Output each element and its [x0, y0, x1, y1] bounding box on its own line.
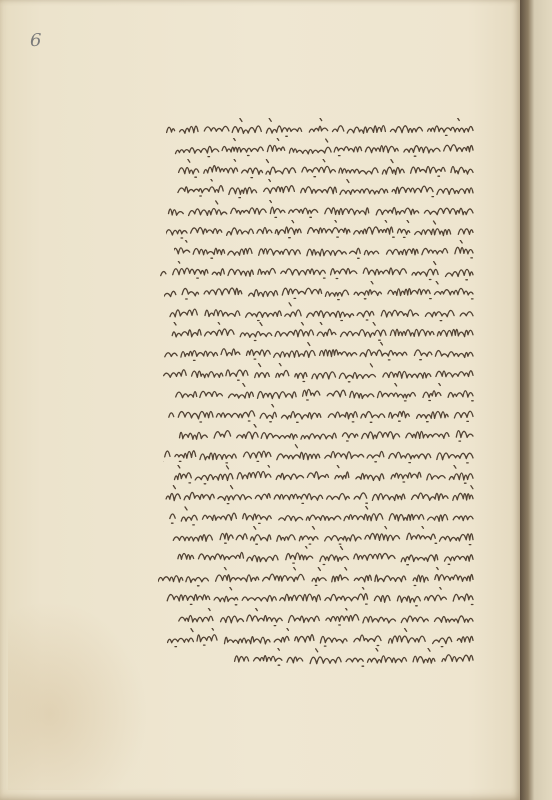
handwriting-stroke: [166, 220, 475, 240]
folio-number: 6: [30, 30, 42, 51]
handwriting-stroke: [166, 118, 475, 138]
manuscript-line: [155, 363, 475, 383]
manuscript-line: [155, 444, 475, 464]
handwriting-stroke: [174, 383, 475, 403]
binding-gutter: [520, 0, 552, 800]
manuscript-line: [155, 200, 475, 220]
manuscript-line: [155, 342, 475, 362]
handwriting-stroke: [171, 424, 475, 444]
handwriting-stroke: [165, 485, 475, 505]
manuscript-line: [155, 424, 475, 444]
handwriting-stroke: [167, 628, 475, 648]
handwriting-stroke: [164, 281, 475, 301]
handwriting-stroke: [173, 608, 475, 628]
manuscript-line: [155, 281, 475, 301]
handwriting-stroke: [158, 587, 475, 607]
handwriting-stroke: [166, 404, 475, 424]
manuscript-line: [155, 587, 475, 607]
manuscript-line: [155, 159, 475, 179]
manuscript-line: [155, 648, 475, 668]
handwriting-stroke: [163, 444, 475, 464]
handwriting-stroke: [225, 648, 475, 668]
handwriting-stroke: [174, 546, 475, 566]
manuscript-line: [155, 322, 475, 342]
handwriting-stroke: [172, 465, 475, 485]
manuscript-line: [155, 302, 475, 322]
manuscript-line: [155, 485, 475, 505]
handwriting-stroke: [168, 302, 475, 322]
manuscript-line: [155, 546, 475, 566]
manuscript-line: [155, 404, 475, 424]
manuscript-line: [155, 526, 475, 546]
manuscript-line: [155, 628, 475, 648]
handwriting-stroke: [167, 200, 475, 220]
handwriting-stroke: [158, 567, 475, 587]
manuscript-line: [155, 138, 475, 158]
manuscript-line: [155, 383, 475, 403]
manuscript-line: [155, 179, 475, 199]
handwriting-stroke: [170, 322, 475, 342]
handwriting-stroke: [171, 179, 475, 199]
manuscript-line: [155, 118, 475, 138]
manuscript-line: [155, 608, 475, 628]
handwritten-text-block: [155, 118, 475, 658]
handwriting-stroke: [174, 240, 475, 260]
manuscript-line: [155, 261, 475, 281]
manuscript-line: [155, 567, 475, 587]
handwriting-stroke: [163, 363, 475, 383]
handwriting-stroke: [166, 506, 475, 526]
handwriting-stroke: [165, 138, 475, 158]
manuscript-line: [155, 220, 475, 240]
manuscript-line: [155, 240, 475, 260]
handwriting-stroke: [159, 261, 475, 281]
handwriting-stroke: [172, 526, 475, 546]
manuscript-line: [155, 465, 475, 485]
handwriting-stroke: [173, 159, 475, 179]
manuscript-line: [155, 506, 475, 526]
handwriting-stroke: [161, 342, 475, 362]
